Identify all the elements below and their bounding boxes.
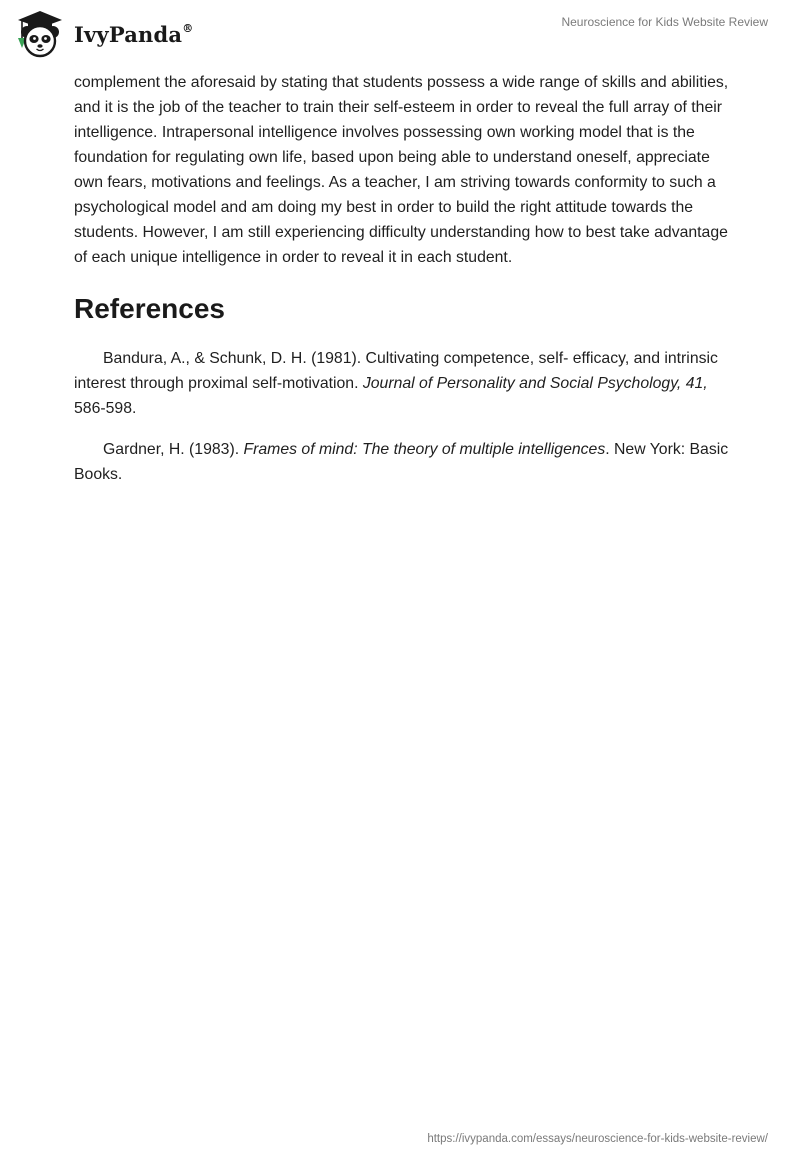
essay-content xyxy=(74,70,734,503)
source-url[interactable]: https://ivypanda.com/essays/neuroscience-for-kids-website-review/ xyxy=(427,1133,768,1145)
ivypanda-logo[interactable] xyxy=(14,8,193,58)
panda-graduate-icon xyxy=(14,8,66,58)
document-title: Neuroscience for Kids Website Review xyxy=(561,15,768,29)
logo-wordmark: IvyPanda® xyxy=(74,21,194,47)
reference-item: Gardner, H. (1983). Frames of mind: The theory of multiple intelligences. New York: Basic Books. xyxy=(74,441,729,483)
reference-item: Bandura, A., & Schunk, D. H. (1981). Cultivating competence, self- efficacy, and intrinsic interest through proximal self-motivation. Journal of Personality and Social Psychology, 41, 586-598. xyxy=(74,350,718,417)
references-heading: References xyxy=(74,293,225,324)
page-header xyxy=(0,0,800,70)
body-paragraph: complement the aforesaid by stating that students possess a wide range of skills and abilities, and it is the job of the teacher to train their self-esteem in order to reveal the full array of their intelligence. Intrapersonal intelligence involves possessing own working model that is the foundation for regulating own life, based upon being able to understand oneself, appreciate own fears, motivations and feelings. As a teacher, I am striving towards conformity to such a psychological model and am doing my best in order to build the right attitude towards the students. However, I am still experiencing difficulty understanding how to best take advantage of each unique intelligence in order to reveal it in each student. xyxy=(74,74,729,266)
